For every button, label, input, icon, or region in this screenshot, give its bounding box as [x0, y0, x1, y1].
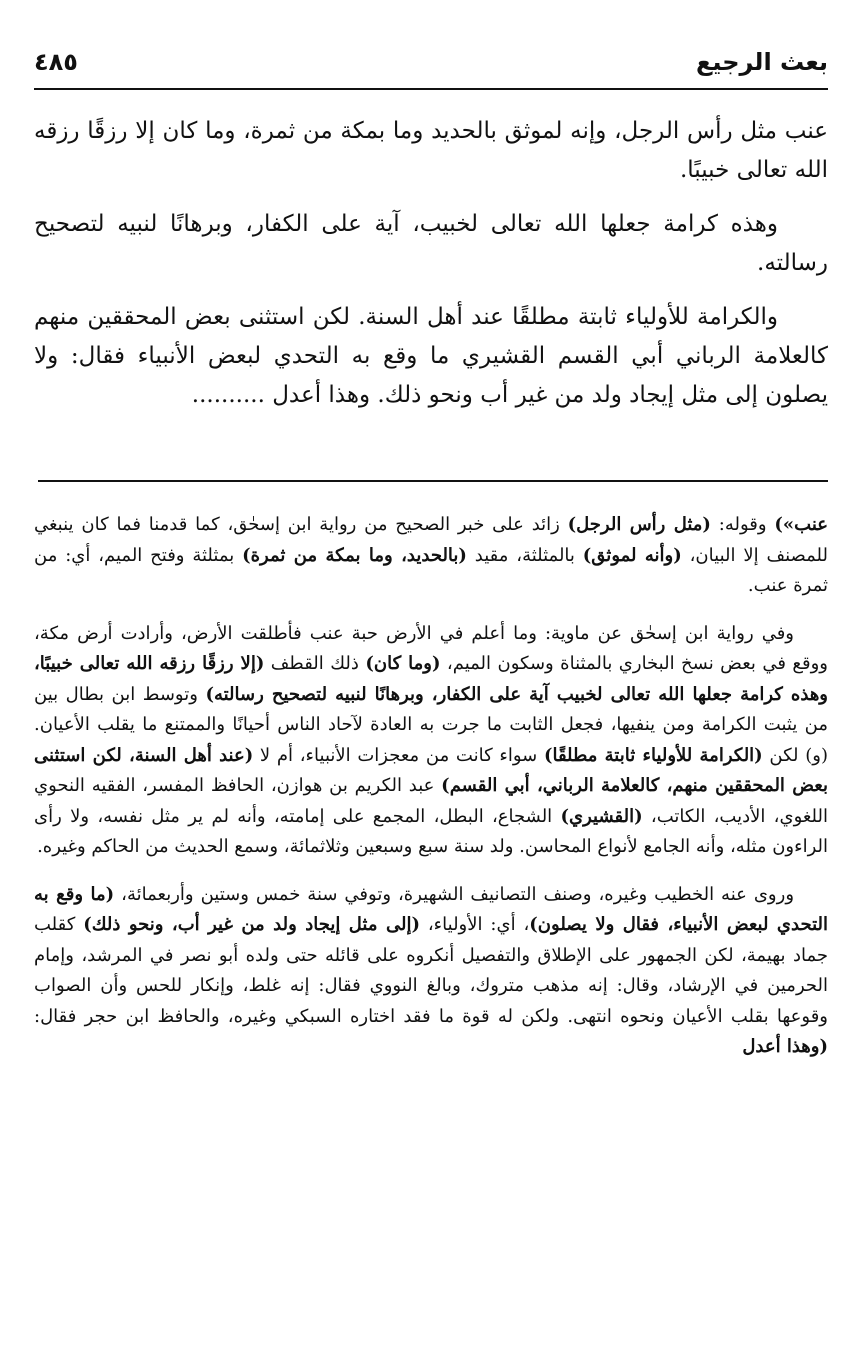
commentary-text: وفي رواية ابن إسحٰق عن ماوية: وما أعلم في الأرض حبة عنب فأطلقت الأرض، وأرادت أرض مكة، ووقع في بعض نسخ البخاري بالمثناة وسكون الميم،: [34, 622, 828, 674]
page-header: [34, 40, 828, 86]
commentary-text: وروى عنه الخطيب وغيره، وصنف التصانيف الشهيرة، وتوفي سنة خمس وستين وأربعمائة،: [114, 883, 795, 905]
commentary-paragraph: [34, 510, 828, 602]
quoted-text: (الكرامة للأولياء ثابتة مطلقًا): [543, 744, 763, 766]
quoted-text: (عند أهل السنة، لكن استثنى بعض المحققين منهم، كالعلامة الرباني، أبي القسم): [34, 744, 828, 796]
commentary-text: بمثلثة وفتح الميم، أي: من ثمرة عنب.: [34, 544, 828, 596]
page-number: ٤٨٥: [34, 48, 78, 76]
commentary-text: وتوسط ابن بطال بين من يثبت الكرامة ومن ينفيها، فجعل الثابت ما جرت به العادة لآحاد الناس أحيانًا والممتنع ما يقلب الأعيان. (و) لكن: [34, 683, 828, 766]
main-text: [34, 112, 828, 430]
commentary-text: ، أي: الأولياء،: [419, 914, 530, 935]
quoted-text: (القشيري): [560, 805, 643, 827]
quoted-text: (بالحديد، وما بمكة من ثمرة): [242, 544, 467, 566]
commentary-text: الشجاع، البطل، المجمع على إمامته، وأنه لم ير مثل نفسه، ولا رأى الراءون مثله، وأنه الجامع لأنواع المحاسن. ولد سنة سبع وسبعين وثلاثمائة، وسمع الحديث من الحاكم وغيره.: [34, 805, 828, 857]
quoted-text: (وأنه لموثق): [582, 544, 682, 566]
commentary-text: وقوله:: [710, 514, 775, 535]
running-title: بعث الرجيع: [696, 48, 828, 76]
quoted-text: (مثل رأس الرجل): [567, 514, 711, 535]
main-paragraph: وهذه كرامة جعلها الله تعالى لخبيب، آية على الكفار، وبرهانًا لنبيه لتصحيح رسالته.: [34, 211, 828, 276]
quoted-text: (وهذا أعدل: [742, 1036, 828, 1057]
main-paragraph: والكرامة للأولياء ثابتة مطلقًا عند أهل السنة. لكن استثنى بعض المحققين منهم كالعلامة الرباني أبي القسم القشيري ما وقع به التحدي لبعض الأنبياء فقال: ولا يصلون إلى مثل إيجاد ولد من غير أب ونحو ذلك. وهذا أعدل ..........: [34, 304, 828, 408]
quoted-text: عنب»): [774, 514, 828, 535]
header-divider: [34, 88, 828, 90]
commentary-text: ذلك القطف: [264, 653, 366, 674]
commentary-text: كقلب جماد بهيمة، لكن الجمهور على الإطلاق والتفصيل أنكروه على قائله حتى ولده أبو نصر في المرشد، وإمام الحرمين في الإرشاد، وقال: إنه مذهب متروك، وبالغ النووي فقال: إنه غلط، وإنكار للحس وأن الصواب وقوعها بقلب الأعيان ونحوه انتهى. ولكن له قوة ما فقد اختاره السبكي وغيره، والحافظ ابن حجر فقال:: [34, 914, 828, 1027]
main-paragraph: عنب مثل رأس الرجل، وإنه لموثق بالحديد وما بمكة من ثمرة، وما كان إلا رزقًا رزقه الله تعالى خبيبًا.: [34, 118, 828, 183]
quoted-text: (ما وقع به التحدي لبعض الأنبياء، فقال ولا يصلون): [34, 883, 828, 935]
commentary-paragraph: [34, 619, 828, 863]
commentary-text: بالمثلثة، مقيد: [466, 544, 583, 566]
commentary-text: زائد على خبر الصحيح من رواية ابن إسحٰق، كما قدمنا فما كان ينبغي للمصنف إلا البيان،: [34, 514, 828, 566]
commentary-text: سواء كانت من معجزات الأنبياء، أم لا: [253, 744, 544, 766]
commentary-paragraph: [34, 880, 828, 1063]
commentary-divider: [38, 480, 828, 482]
quoted-text: (إلى مثل إيجاد ولد من غير أب، ونحو ذلك): [83, 914, 420, 935]
commentary-text: عبد الكريم بن هوازن، الحافظ المفسر، الفقيه النحوي اللغوي، الأديب، الكاتب،: [34, 775, 828, 827]
quoted-text: (إلا رزقًا رزقه الله تعالى خبيبًا، وهذه كرامة جعلها الله تعالى لخبيب آية على الكفار، وبرهانًا لنبيه لتصحيح رسالته): [34, 653, 828, 705]
quoted-text: (وما كان): [365, 653, 441, 674]
commentary: [34, 510, 828, 1080]
